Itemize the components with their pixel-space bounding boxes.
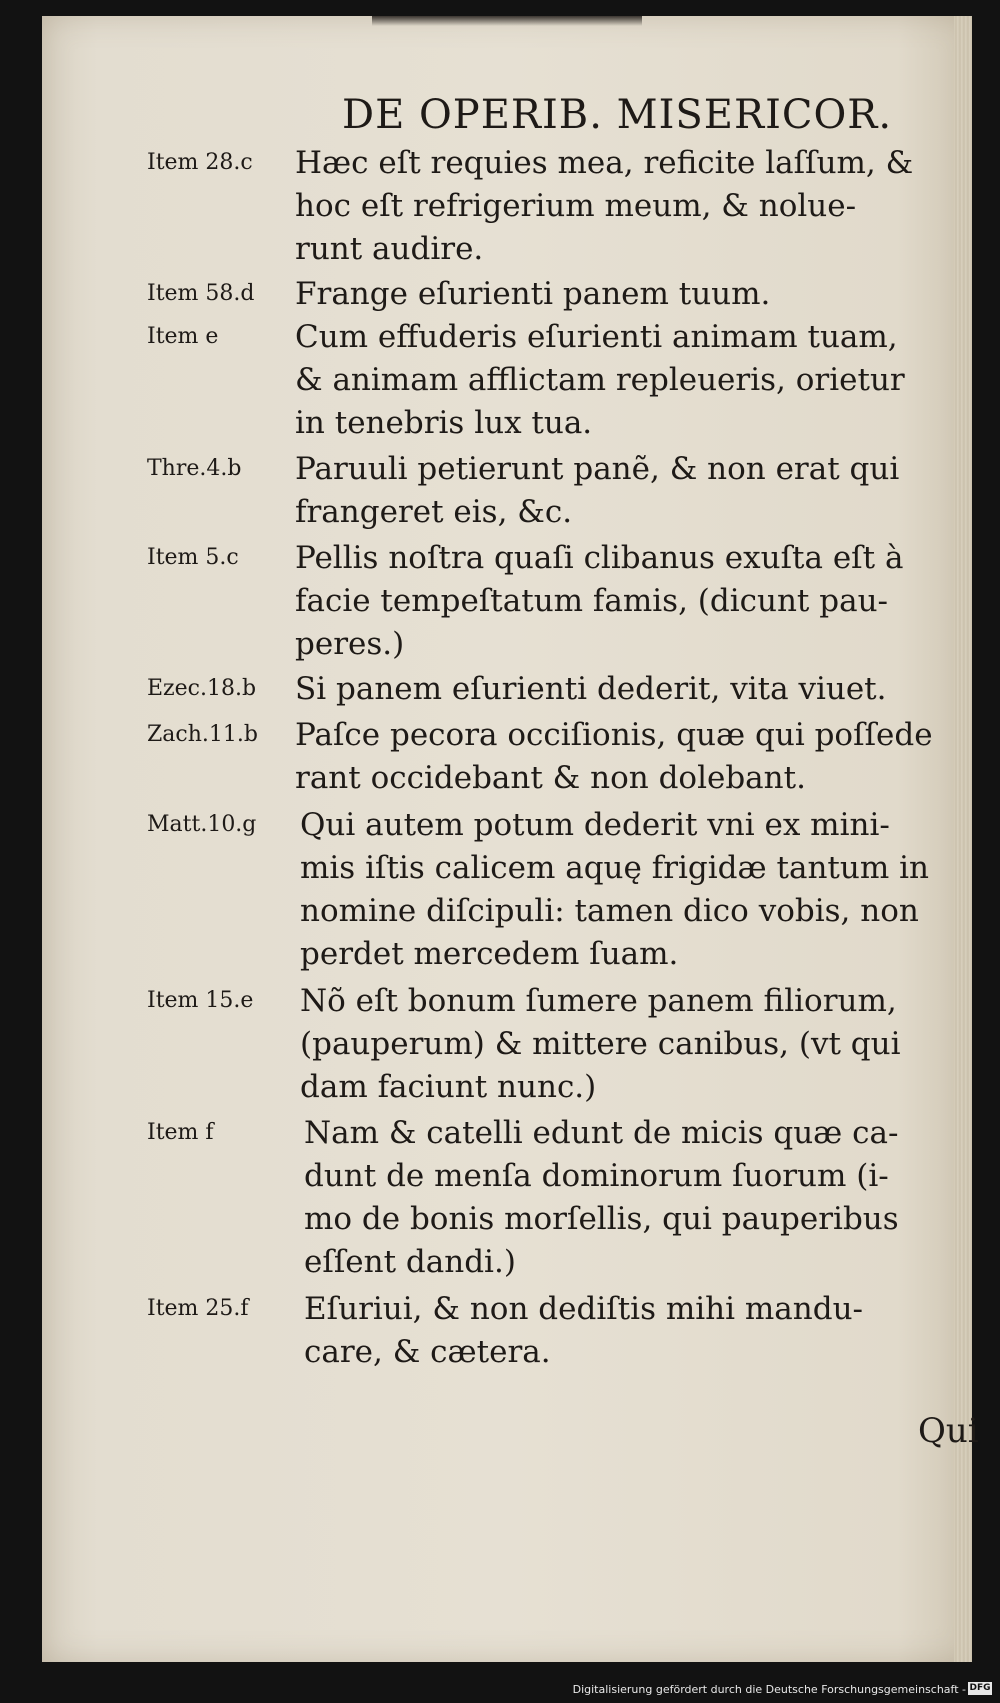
entry-text: Nõ eſt bonum ſumere panem filiorum, (pauperum) & mittere canibus, (vt qui dam faciunt nunc.) [300, 983, 901, 1105]
book-page [42, 16, 979, 1662]
margin-reference: Item f [147, 1120, 214, 1145]
margin-reference: Item e [147, 324, 219, 349]
margin-reference: Matt.10.g [147, 812, 257, 837]
entry-text: Paſce pecora occiſionis, quæ qui poſſede rant occidebant & non dolebant. [295, 717, 933, 796]
entry-text: Si panem eſurienti dederit, vita viuet. [295, 671, 887, 707]
margin-reference: Item 5.c [147, 545, 239, 570]
dfg-logo-icon: DFG [969, 1683, 991, 1693]
entry-text: Cum effuderis eſurienti animam tuam, & animam afflictam repleueris, orietur in tenebris lux tua. [295, 319, 905, 441]
entry-text: Frange eſurienti panem tuum. [295, 276, 771, 312]
digitization-credit: Digitalisierung gefördert durch die Deutsche Forschungsgemeinschaft - [572, 1683, 966, 1696]
entry-text: Eſuriui, & non dediſtis mihi mandu- care, & cætera. [304, 1291, 864, 1370]
margin-reference: Item 28.c [147, 150, 253, 175]
entry-text: Nam & catelli edunt de micis quæ ca- dunt de menſa dominorum ſuorum (i- mo de bonis morſellis, qui pauperibus eſſent dandi.) [304, 1115, 899, 1280]
margin-reference: Item 25.f [147, 1296, 249, 1321]
entry-text: Qui autem potum dederit vni ex mini- mis iſtis calicem aquę frigidæ tantum in nomine diſcipuli: tamen dico vobis, non perdet mercedem ſuam. [300, 807, 929, 972]
running-header: DE OPERIB. MISERICOR. [342, 92, 893, 138]
entry-text: Pellis noſtra quaſi clibanus exuſta eſt à facie tempeſtatum famis, (dicunt pau- peres.) [295, 540, 904, 662]
catchword: Qui [918, 1411, 979, 1451]
margin-reference: Thre.4.b [147, 456, 242, 481]
binding-shadow [372, 16, 642, 26]
margin-reference: Ezec.18.b [147, 676, 257, 701]
entry-text: Paruuli petierunt panẽ, & non erat qui frangeret eis, &c. [295, 451, 900, 530]
margin-reference: Zach.11.b [147, 722, 258, 747]
margin-reference: Item 15.e [147, 988, 254, 1013]
margin-reference: Item 58.d [147, 281, 255, 306]
entry-text: Hæc eſt requies mea, reficite laſſum, & hoc eſt refrigerium meum, & nolue- runt audire. [295, 145, 914, 267]
